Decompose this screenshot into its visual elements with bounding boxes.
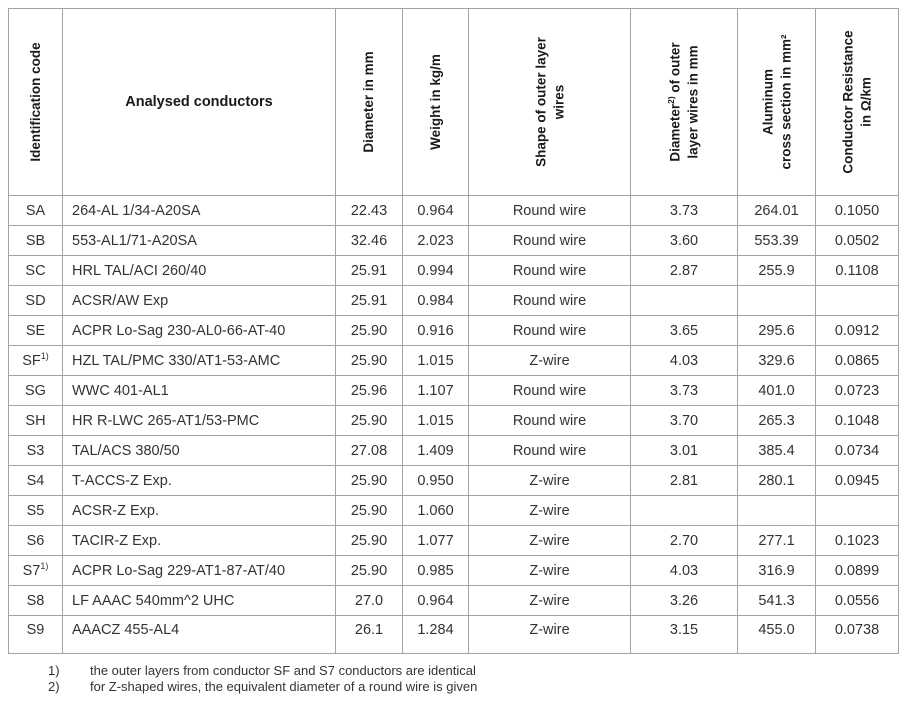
cell-resistance	[816, 436, 899, 466]
cell-conductor-name-value: LF AAAC 540mm^2 UHC	[72, 592, 235, 609]
cell-resistance	[816, 526, 899, 556]
cell-weight-value: 1.015	[417, 412, 454, 429]
cell-identification-code-value: S6	[26, 532, 45, 549]
cell-conductor-name	[63, 376, 336, 406]
cell-resistance-value: 0.0502	[834, 232, 880, 249]
header-label: cross section in mm²	[777, 34, 793, 170]
table-header	[9, 9, 899, 196]
footnote-ref-1: 1)	[40, 560, 49, 571]
cell-outer-diameter	[631, 406, 738, 436]
cell-cross-section-value: 280.1	[758, 472, 795, 489]
footnote-1	[48, 663, 477, 679]
cell-weight-value: 2.023	[417, 232, 454, 249]
cell-resistance-value: 0.0723	[834, 382, 880, 399]
cell-conductor-name	[63, 196, 336, 226]
cell-resistance	[816, 286, 899, 316]
cell-outer-diameter-value: 3.26	[669, 592, 699, 609]
cell-identification-code-value: S5	[26, 502, 45, 519]
cell-weight	[403, 256, 469, 286]
cell-shape-value: Round wire	[512, 442, 587, 459]
cell-shape-value: Round wire	[512, 322, 587, 339]
cell-outer-diameter	[631, 586, 738, 616]
cell-identification-code-value: SA	[25, 202, 46, 219]
cell-diameter	[336, 526, 403, 556]
cell-diameter	[336, 586, 403, 616]
cell-outer-diameter-value: 3.70	[669, 412, 699, 429]
cell-outer-diameter	[631, 346, 738, 376]
footnote-ref-1: 1)	[40, 350, 49, 361]
cell-shape	[469, 286, 631, 316]
cell-cross-section-value: 385.4	[758, 442, 795, 459]
table-row	[9, 466, 899, 496]
cell-identification-code	[9, 586, 63, 616]
cell-resistance	[816, 556, 899, 586]
cell-identification-code	[9, 526, 63, 556]
cell-cross-section	[738, 376, 816, 406]
col-header-shape	[469, 9, 631, 196]
cell-resistance	[816, 406, 899, 436]
col-header-weight	[403, 9, 469, 196]
conductors-table	[8, 8, 899, 654]
cell-outer-diameter	[631, 286, 738, 316]
cell-shape-value: Z-wire	[529, 622, 570, 638]
cell-cross-section-value: 541.3	[758, 592, 795, 609]
table-body	[9, 196, 899, 654]
cell-conductor-name	[63, 616, 336, 654]
cell-resistance-value: 0.1048	[834, 412, 880, 429]
cell-weight-value: 1.107	[417, 382, 454, 399]
cell-diameter	[336, 376, 403, 406]
cell-diameter-value: 25.96	[350, 382, 388, 399]
cell-shape	[469, 256, 631, 286]
header-label: Diameter	[667, 103, 683, 162]
cell-weight	[403, 196, 469, 226]
header-label: Identification code	[27, 42, 43, 162]
header-label: Weight in kg/m	[427, 54, 443, 150]
footnote-marker: 2)	[48, 678, 60, 694]
header-label: Diameter in mm	[361, 51, 377, 153]
cell-outer-diameter-value: 3.01	[669, 442, 699, 459]
cell-shape-value: Z-wire	[529, 562, 570, 579]
cell-cross-section	[738, 196, 816, 226]
header-label: wires	[550, 84, 566, 120]
cell-cross-section	[738, 406, 816, 436]
cell-cross-section-value: 329.6	[758, 352, 795, 369]
cell-cross-section-value: 455.0	[758, 622, 795, 638]
cell-weight-value: 0.984	[417, 292, 454, 309]
cell-outer-diameter-value: 3.15	[669, 622, 699, 638]
cell-identification-code	[9, 346, 63, 376]
header-label: Aluminum	[759, 69, 775, 136]
cell-shape-value: Z-wire	[529, 532, 570, 549]
cell-identification-code-value: SE	[25, 322, 46, 339]
cell-conductor-name	[63, 526, 336, 556]
cell-conductor-name	[63, 406, 336, 436]
cell-diameter	[336, 346, 403, 376]
col-header-conductor-resistance	[816, 9, 899, 196]
cell-weight-value: 1.060	[417, 502, 454, 519]
cell-resistance	[816, 376, 899, 406]
cell-outer-diameter	[631, 376, 738, 406]
cell-shape	[469, 346, 631, 376]
cell-shape-value: Round wire	[512, 262, 587, 279]
footnote-ref-2: 2)	[665, 96, 676, 104]
cell-conductor-name-value: 553-AL1/71-A20SA	[72, 232, 197, 249]
cell-identification-code-value: S3	[26, 442, 45, 459]
table-row	[9, 436, 899, 466]
cell-outer-diameter-value: 4.03	[669, 562, 699, 579]
cell-outer-diameter-value: 3.73	[669, 202, 699, 219]
col-header-outer-diameter	[631, 9, 738, 196]
cell-outer-diameter-value: 2.87	[669, 262, 699, 279]
cell-identification-code-value: S9	[26, 622, 45, 638]
cell-identification-code-value: SF	[22, 352, 41, 369]
cell-conductor-name	[63, 226, 336, 256]
table-row	[9, 406, 899, 436]
cell-conductor-name-value: ACPR Lo-Sag 229-AT1-87-AT/40	[72, 562, 286, 579]
cell-diameter-value: 25.90	[350, 532, 388, 549]
cell-diameter	[336, 316, 403, 346]
table-row	[9, 286, 899, 316]
cell-outer-diameter-value: 2.70	[669, 532, 699, 549]
cell-outer-diameter	[631, 526, 738, 556]
cell-shape-value: Z-wire	[529, 502, 570, 519]
cell-identification-code-value: SD	[25, 292, 46, 309]
footnote-marker: 1)	[48, 663, 60, 678]
cell-weight	[403, 526, 469, 556]
table-row	[9, 346, 899, 376]
cell-shape	[469, 226, 631, 256]
cell-outer-diameter	[631, 436, 738, 466]
cell-conductor-name-value: 264-AL 1/34-A20SA	[72, 202, 201, 219]
cell-diameter	[336, 286, 403, 316]
cell-diameter-value: 22.43	[350, 202, 388, 219]
cell-diameter-value: 26.1	[354, 622, 384, 638]
cell-diameter-value: 25.91	[350, 262, 388, 279]
cell-identification-code	[9, 256, 63, 286]
cell-cross-section	[738, 616, 816, 654]
cell-conductor-name	[63, 466, 336, 496]
cell-conductor-name-value: ACSR-Z Exp.	[72, 502, 160, 519]
cell-cross-section	[738, 346, 816, 376]
cell-resistance-value: 0.1050	[834, 202, 880, 219]
cell-outer-diameter-value: 3.60	[669, 232, 699, 249]
cell-outer-diameter	[631, 226, 738, 256]
cell-outer-diameter-value: 4.03	[669, 352, 699, 369]
cell-resistance-value: 0.1108	[835, 262, 879, 279]
cell-weight-value: 1.015	[417, 352, 454, 369]
cell-outer-diameter-value: 2.81	[669, 472, 699, 489]
cell-resistance	[816, 616, 899, 654]
cell-identification-code	[9, 556, 63, 586]
cell-outer-diameter	[631, 466, 738, 496]
cell-weight	[403, 556, 469, 586]
cell-diameter-value: 25.90	[350, 472, 388, 489]
cell-cross-section	[738, 226, 816, 256]
cell-diameter	[336, 406, 403, 436]
cell-resistance	[816, 316, 899, 346]
cell-weight-value: 0.985	[417, 562, 454, 579]
cell-identification-code	[9, 466, 63, 496]
cell-diameter-value: 32.46	[350, 232, 388, 249]
cell-identification-code-value: S7	[22, 562, 41, 579]
cell-diameter-value: 27.08	[350, 442, 388, 459]
cell-conductor-name-value: HR R-LWC 265-AT1/53-PMC	[72, 412, 260, 429]
cell-weight	[403, 316, 469, 346]
cell-conductor-name	[63, 496, 336, 526]
header-label: Analysed conductors	[125, 94, 273, 110]
cell-resistance-value: 0.0865	[834, 352, 880, 369]
cell-outer-diameter	[631, 496, 738, 526]
cell-outer-diameter-value: 3.73	[669, 382, 699, 399]
table-row	[9, 616, 899, 654]
cell-conductor-name	[63, 556, 336, 586]
cell-conductor-name	[63, 586, 336, 616]
cell-cross-section-value: 553.39	[754, 232, 799, 249]
cell-weight	[403, 286, 469, 316]
col-header-analysed-conductors	[63, 9, 336, 196]
cell-cross-section-value: 316.9	[758, 562, 795, 579]
cell-shape	[469, 466, 631, 496]
header-label: in Ω/km	[858, 77, 873, 127]
col-header-identification-code	[9, 9, 63, 196]
cell-identification-code-value: S4	[26, 472, 45, 489]
cell-conductor-name-value: ACPR Lo-Sag 230-AL0-66-AT-40	[72, 322, 286, 339]
cell-conductor-name-value: T-ACCS-Z Exp.	[72, 472, 172, 489]
cell-resistance-value: 0.1023	[834, 532, 880, 549]
cell-diameter	[336, 616, 403, 654]
cell-cross-section	[738, 316, 816, 346]
cell-shape-value: Round wire	[512, 412, 587, 429]
cell-identification-code	[9, 196, 63, 226]
cell-shape	[469, 556, 631, 586]
cell-cross-section-value: 401.0	[758, 382, 795, 399]
cell-shape	[469, 316, 631, 346]
col-header-aluminum-cross-section	[738, 9, 816, 196]
header-label: of outer	[667, 42, 683, 97]
footnote-text: the outer layers from conductor SF and S7 conductors are identical	[90, 663, 476, 678]
cell-resistance-value: 0.0738	[834, 622, 880, 638]
table-row	[9, 256, 899, 286]
cell-outer-diameter	[631, 256, 738, 286]
cell-weight-value: 0.950	[417, 472, 454, 489]
cell-conductor-name-value: HRL TAL/ACI 260/40	[72, 262, 207, 279]
cell-shape	[469, 436, 631, 466]
footnote-text: for Z-shaped wires, the equivalent diameter of a round wire is given	[90, 678, 478, 694]
cell-weight-value: 1.284	[417, 622, 454, 638]
table-row	[9, 226, 899, 256]
cell-cross-section	[738, 496, 816, 526]
cell-resistance-value: 0.0734	[834, 442, 880, 459]
cell-diameter	[336, 496, 403, 526]
cell-cross-section	[738, 436, 816, 466]
cell-shape-value: Round wire	[512, 382, 587, 399]
cell-weight	[403, 616, 469, 654]
table-row	[9, 586, 899, 616]
cell-conductor-name-value: AAACZ 455-AL4	[72, 622, 180, 638]
cell-shape-value: Round wire	[512, 232, 587, 249]
footnotes	[48, 663, 477, 694]
table-row	[9, 316, 899, 346]
cell-identification-code	[9, 286, 63, 316]
cell-outer-diameter	[631, 316, 738, 346]
cell-outer-diameter	[631, 616, 738, 654]
cell-resistance	[816, 496, 899, 526]
cell-weight	[403, 346, 469, 376]
cell-shape-value: Round wire	[512, 292, 587, 309]
cell-weight	[403, 226, 469, 256]
cell-shape-value: Z-wire	[529, 472, 570, 489]
cell-conductor-name-value: HZL TAL/PMC 330/AT1-53-AMC	[72, 352, 281, 369]
cell-cross-section	[738, 286, 816, 316]
cell-diameter-value: 25.90	[350, 562, 388, 579]
cell-conductor-name	[63, 286, 336, 316]
header-label: Shape of outer layer	[532, 37, 548, 167]
cell-resistance	[816, 586, 899, 616]
cell-weight	[403, 586, 469, 616]
cell-diameter	[336, 466, 403, 496]
cell-diameter-value: 25.90	[350, 352, 388, 369]
table-row	[9, 196, 899, 226]
cell-shape	[469, 616, 631, 654]
cell-diameter	[336, 196, 403, 226]
cell-resistance	[816, 466, 899, 496]
cell-diameter-value: 27.0	[354, 592, 384, 609]
cell-shape	[469, 496, 631, 526]
header-row	[9, 9, 899, 196]
cell-identification-code	[9, 496, 63, 526]
footnote-2	[48, 679, 477, 695]
cell-weight-value: 0.964	[417, 592, 454, 609]
cell-shape	[469, 586, 631, 616]
cell-diameter-value: 25.90	[350, 412, 388, 429]
table-row	[9, 526, 899, 556]
cell-outer-diameter-value: 3.65	[669, 322, 699, 339]
cell-conductor-name-value: WWC 401-AL1	[72, 382, 169, 399]
header-label: layer wires in mm	[685, 45, 700, 159]
cell-identification-code	[9, 226, 63, 256]
cell-shape	[469, 196, 631, 226]
cell-cross-section	[738, 586, 816, 616]
cell-conductor-name	[63, 346, 336, 376]
cell-weight-value: 0.994	[417, 262, 454, 279]
cell-diameter-value: 25.90	[350, 502, 388, 519]
cell-resistance	[816, 256, 899, 286]
cell-identification-code-value: SH	[25, 412, 46, 429]
cell-resistance	[816, 196, 899, 226]
cell-shape-value: Z-wire	[529, 592, 570, 609]
cell-conductor-name	[63, 436, 336, 466]
cell-resistance-value: 0.0945	[834, 472, 880, 489]
cell-resistance-value: 0.0912	[834, 322, 880, 339]
cell-cross-section	[738, 556, 816, 586]
cell-cross-section	[738, 256, 816, 286]
cell-diameter-value: 25.91	[350, 292, 388, 309]
cell-resistance	[816, 346, 899, 376]
cell-weight	[403, 376, 469, 406]
cell-cross-section-value: 277.1	[758, 532, 795, 549]
cell-shape	[469, 406, 631, 436]
cell-resistance-value: 0.0556	[834, 592, 880, 609]
cell-weight	[403, 406, 469, 436]
cell-identification-code-value: S8	[26, 592, 45, 609]
cell-identification-code	[9, 316, 63, 346]
cell-identification-code-value: SG	[25, 382, 46, 399]
cell-diameter-value: 25.90	[350, 322, 388, 339]
cell-outer-diameter	[631, 556, 738, 586]
cell-weight	[403, 436, 469, 466]
cell-conductor-name-value: TACIR-Z Exp.	[72, 532, 162, 549]
cell-identification-code	[9, 376, 63, 406]
cell-cross-section-value: 265.3	[758, 412, 795, 429]
cell-weight-value: 1.077	[417, 532, 454, 549]
cell-weight-value: 0.964	[417, 202, 454, 219]
table-row	[9, 556, 899, 586]
cell-identification-code-value: SC	[25, 262, 46, 279]
cell-weight	[403, 496, 469, 526]
table-row	[9, 376, 899, 406]
header-label: Conductor Resistance	[840, 30, 856, 174]
col-header-diameter	[336, 9, 403, 196]
cell-conductor-name	[63, 256, 336, 286]
cell-weight-value: 1.409	[417, 442, 454, 459]
cell-cross-section-value: 255.9	[758, 262, 795, 279]
cell-shape-value: Round wire	[512, 202, 587, 219]
cell-resistance-value: 0.0899	[834, 562, 880, 579]
cell-resistance	[816, 226, 899, 256]
cell-diameter	[336, 556, 403, 586]
cell-conductor-name-value: ACSR/AW Exp	[72, 292, 169, 309]
cell-cross-section-value: 295.6	[758, 322, 795, 339]
cell-cross-section-value: 264.01	[754, 202, 799, 219]
table-row	[9, 496, 899, 526]
cell-weight	[403, 466, 469, 496]
cell-shape-value: Z-wire	[529, 352, 570, 369]
cell-identification-code	[9, 436, 63, 466]
cell-outer-diameter	[631, 196, 738, 226]
cell-identification-code	[9, 616, 63, 654]
cell-conductor-name	[63, 316, 336, 346]
cell-shape	[469, 376, 631, 406]
cell-diameter	[336, 436, 403, 466]
cell-diameter	[336, 256, 403, 286]
cell-diameter	[336, 226, 403, 256]
cell-cross-section	[738, 466, 816, 496]
cell-cross-section	[738, 526, 816, 556]
cell-shape	[469, 526, 631, 556]
cell-weight-value: 0.916	[417, 322, 454, 339]
cell-identification-code-value: SB	[25, 232, 46, 249]
cell-identification-code	[9, 406, 63, 436]
cell-conductor-name-value: TAL/ACS 380/50	[72, 442, 180, 459]
